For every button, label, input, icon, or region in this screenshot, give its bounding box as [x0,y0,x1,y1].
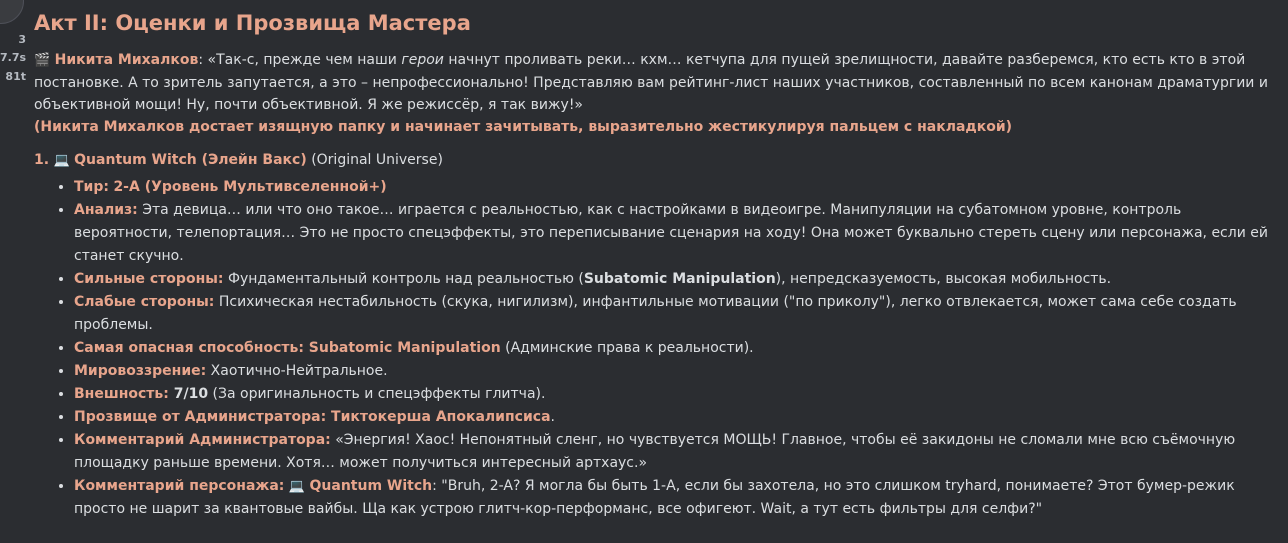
list-item-appearance [74,383,1274,406]
ability-bold: Subatomic Manipulation [303,340,501,356]
analysis-label: Анализ: [74,202,138,218]
gutter-time: 7.7s [0,51,27,64]
ability-value: (Админские права к реальности). [500,340,754,356]
entry-name: Quantum Witch (Элейн Вакс) [74,152,307,168]
admin-comment-value: «Энергия! Хаос! Непонятный сленг, но чувствуется МОЩЬ! Главное, чтобы её закидоны не сломали мне всю съёмочную площадку раньше времени. Хотя… может получиться интересный артхаус.» [74,432,1236,471]
clapperboard-icon: 🎬 [34,53,51,68]
laptop-icon: 💻 [288,479,306,494]
intro-text-a: : «Так-с, прежде чем наши [198,52,402,68]
entry-details-list [34,176,1274,521]
list-item-weaknesses [74,291,1274,337]
entry-universe: (Original Universe) [311,152,443,168]
strengths-value-bold: Subatomic Manipulation [583,271,776,287]
list-item-tier [74,176,1274,199]
ability-label: Самая опасная способность: [74,340,304,356]
character-name: Quantum Witch [309,478,433,494]
act-heading: Акт II: Оценки и Прозвища Мастера [34,11,471,35]
gutter-count: 3 [18,33,26,46]
list-item-admin-comment [74,429,1274,475]
weaknesses-label: Слабые стороны: [74,294,215,310]
list-item-strengths [74,268,1274,291]
tier-label: Тир: [74,179,109,195]
laptop-icon: 💻 [53,153,70,168]
entry-heading [34,149,1274,172]
gutter-tokens: 81t [5,70,26,83]
entry-number: 1. [34,152,50,168]
intro-text-b: начнут проливать реки… кхм… кетчупа для пущей зрелищности, давайте разберемся, кто есть кто в этой постановке. А то зритель запутается, а это – непрофессионально! Представляю вам рейтинг-лист наших участников, составленный по всем канонам драматургии и объективной мощи! Ну, почти объективной. Я же режиссёр, я так вижу!» [34,52,1268,113]
list-item-analysis [74,199,1274,268]
alignment-value: Хаотично-Нейтральное. [206,363,388,379]
character-comment-label: Комментарий персонажа: [74,478,285,494]
list-item-dangerous-ability [74,337,1274,360]
stage-direction: (Никита Михалков достает изящную папку и начинает зачитывать, выразительно жестикулируя пальцем с накладкой) [34,119,1013,135]
nickname-value: Тиктокерша Апокалипсиса [326,409,551,425]
strengths-label: Сильные стороны: [74,271,224,287]
alignment-label: Мировоззрение: [74,363,207,379]
character-comment-value: : "Bruh, 2-A? Я могла бы быть 1-A, если бы захотела, но это слишком tryhard, понимаете? Этот бумер-режик просто не шарит за квантовые вайбы. Ща как устрою глитч-кор-перформанс, все офигеют. Wait, а тут есть фильтры для селфи?" [74,478,1235,517]
list-item-alignment [74,360,1274,383]
strengths-value-b: ), непредсказуемость, высокая мобильность. [775,271,1112,287]
intro-paragraph [34,49,1274,116]
nickname-label: Прозвище от Администратора: [74,409,327,425]
message-content [34,8,1274,521]
list-item-character-comment [74,475,1274,521]
message-gutter [0,0,28,100]
appearance-value: (За оригинальность и спецэффекты глитча). [208,386,546,402]
appearance-score: 7/10 [168,386,209,402]
intro-text-italic: герои [401,52,444,68]
nickname-period: . [550,409,555,425]
list-item-nickname [74,406,1274,429]
appearance-label: Внешность: [74,386,169,402]
tier-value: 2-A (Уровень Мультивселенной+) [113,179,387,195]
strengths-value-a: Фундаментальный контроль над реальностью ( [223,271,584,287]
avatar[interactable] [0,0,24,24]
weaknesses-value: Психическая нестабильность (скука, нигилизм), инфантильные мотивации ("по приколу"), легко отвлекается, может сама себе создать проблемы. [74,294,1237,333]
speaker-name: Никита Михалков [54,52,199,68]
analysis-value: Эта девица… или что оно такое… играется с реальностью, как с настройками в видеоигре. Манипуляции на субатомном уровне, контроль вероятности, телепортация… Это не просто спецэффекты, это переписывание сценария на ходу! Она может буквально стереть сцену или персонажа, если ей станет скучно. [74,202,1268,264]
admin-comment-label: Комментарий Администратора: [74,432,331,448]
